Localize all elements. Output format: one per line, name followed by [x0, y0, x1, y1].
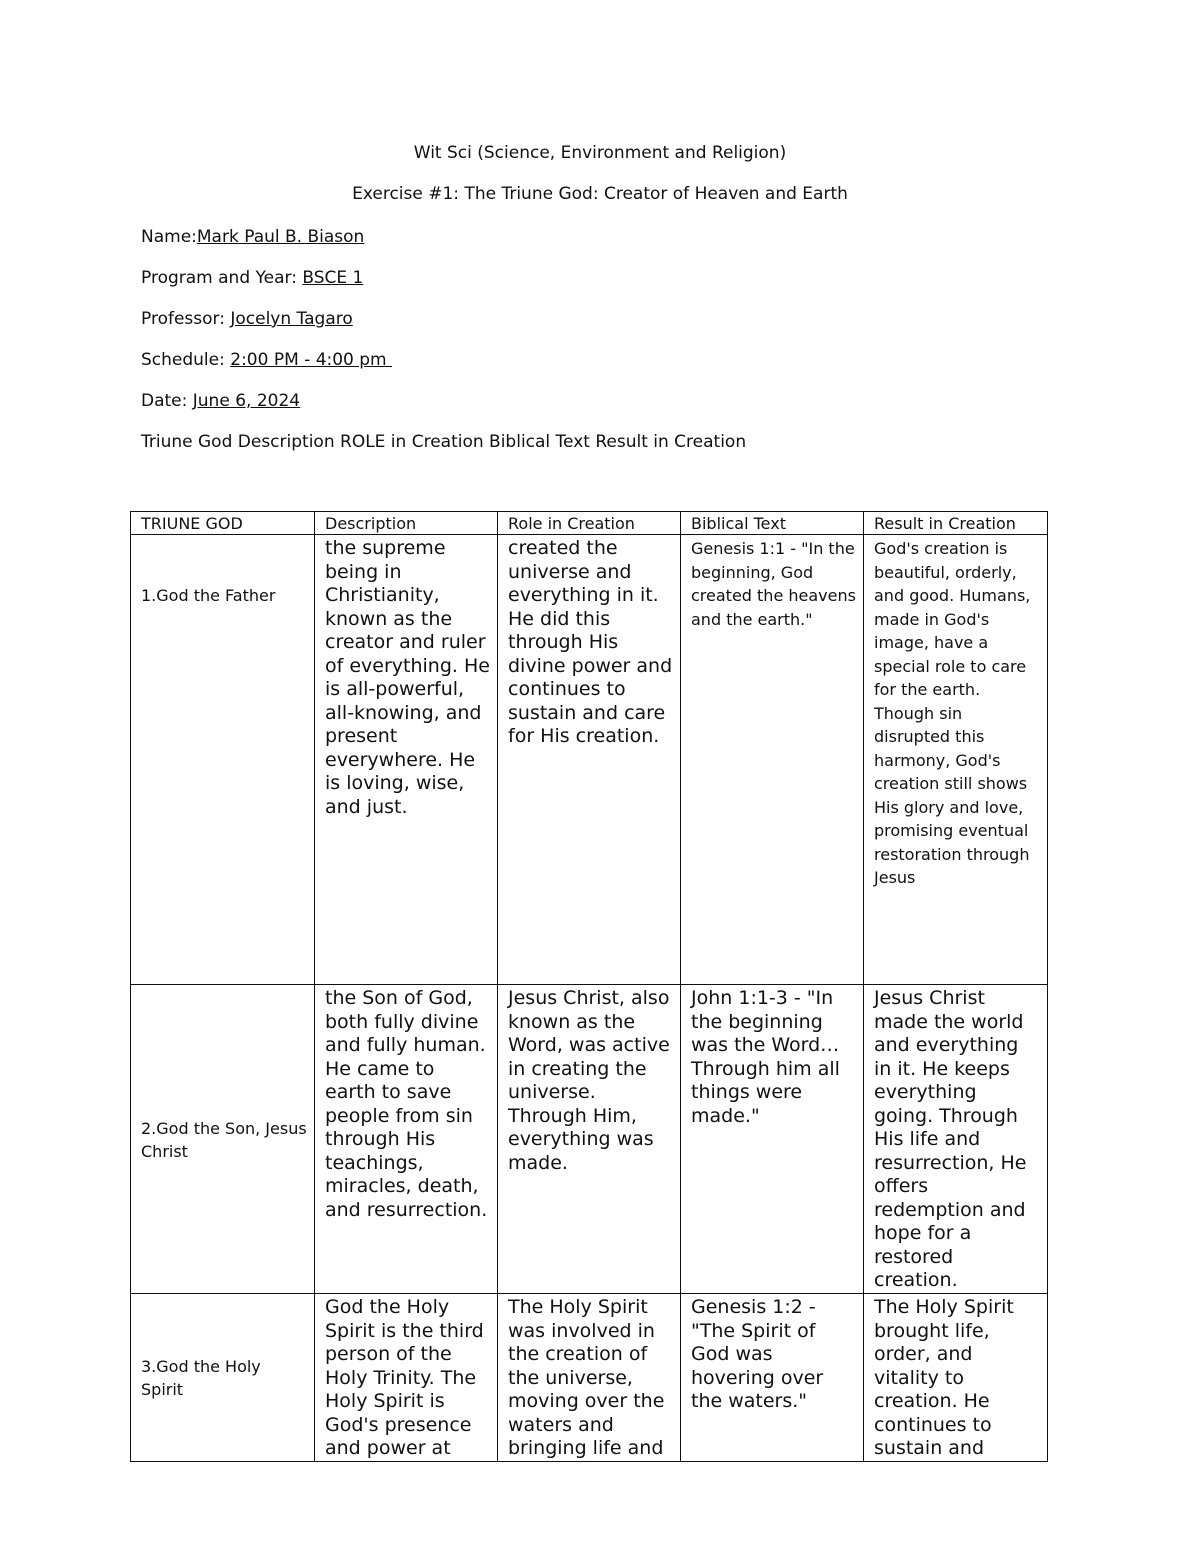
schedule-line — [141, 350, 392, 370]
triune-god-table — [130, 511, 1048, 1462]
header-cell-triune-god: TRIUNE GOD — [131, 512, 315, 535]
name-value: Mark Paul B. Biason — [196, 227, 365, 247]
table-row-father — [131, 535, 1048, 985]
cell-role: created the universe and everything in it. He did this through His divine power and continues to sustain and care for His creation. — [498, 535, 681, 985]
header-cell-description: Description — [315, 512, 498, 535]
cell-role: The Holy Spirit was involved in the creation of the universe, moving over the waters and bringing life and — [498, 1294, 681, 1462]
name-label: Name: — [141, 227, 197, 247]
cell-biblical-text: Genesis 1:1 - "In the beginning, God created the heavens and the earth." — [681, 535, 864, 985]
cell-biblical-text: John 1:1-3 - "In the beginning was the Word… Through him all things were made." — [681, 985, 864, 1294]
exercise-title: Exercise #1: The Triune God: Creator of Heaven and Earth — [352, 184, 848, 204]
date-value: June 6, 2024 — [192, 391, 301, 411]
cell-description: God the Holy Spirit is the third person of the Holy Trinity. The Holy Spirit is God's presence and power at — [315, 1294, 498, 1462]
cell-result: God's creation is beautiful, orderly, and good. Humans, made in God's image, have a special role to care for the earth. Though sin disrupted this harmony, God's creation still shows His glory and love, promising eventual restoration through Jesus — [864, 535, 1048, 985]
date-line — [141, 391, 300, 411]
cell-result: Jesus Christ made the world and everything in it. He keeps everything going. Through His life and resurrection, He offers redemption and hope for a restored creation. — [864, 985, 1048, 1294]
cell-god-name: 3.God the Holy Spirit — [131, 1294, 315, 1462]
cell-description: the Son of God, both fully divine and fully human. He came to earth to save people from sin through His teachings, miracles, death, and resurrection. — [315, 985, 498, 1294]
program-value: BSCE 1 — [302, 268, 364, 288]
name-line — [141, 227, 364, 247]
columns-summary-line: Triune God Description ROLE in Creation Biblical Text Result in Creation — [141, 432, 747, 452]
schedule-value: 2:00 PM - 4:00 pm — [230, 350, 393, 370]
header-cell-biblical-text: Biblical Text — [681, 512, 864, 535]
cell-god-name: 2.God the Son, Jesus Christ — [131, 985, 315, 1294]
cell-result: The Holy Spirit brought life, order, and vitality to creation. He continues to sustain and — [864, 1294, 1048, 1462]
program-line — [141, 268, 363, 288]
cell-biblical-text: Genesis 1:2 - "The Spirit of God was hovering over the waters." — [681, 1294, 864, 1462]
date-label: Date: — [141, 391, 193, 411]
cell-god-name: 1.God the Father — [131, 535, 315, 985]
table-row-holy-spirit — [131, 1294, 1048, 1462]
schedule-label: Schedule: — [141, 350, 231, 370]
professor-label: Professor: — [141, 309, 231, 329]
table-header-row — [131, 512, 1048, 535]
professor-line — [141, 309, 353, 329]
cell-description: the supreme being in Christianity, known as the creator and ruler of everything. He is all-powerful, all-knowing, and present everywhere. He is loving, wise, and just. — [315, 535, 498, 985]
course-title: Wit Sci (Science, Environment and Religion) — [413, 143, 787, 163]
professor-value: Jocelyn Tagaro — [230, 309, 353, 329]
header-cell-result: Result in Creation — [864, 512, 1048, 535]
table-row-son — [131, 985, 1048, 1294]
cell-role: Jesus Christ, also known as the Word, was active in creating the universe. Through Him, everything was made. — [498, 985, 681, 1294]
header-cell-role: Role in Creation — [498, 512, 681, 535]
program-label: Program and Year: — [141, 268, 303, 288]
